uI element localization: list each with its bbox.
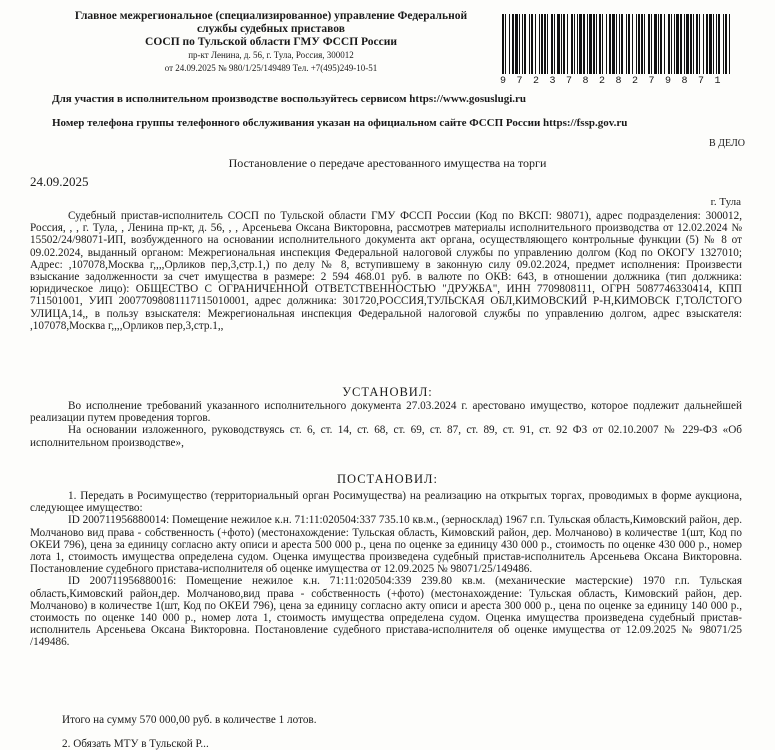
org-name-line1: Главное межрегиональное (специализированное) управление Федеральной: [74, 10, 468, 22]
heading-ustanovil: УСТАНОВИЛ:: [342, 385, 433, 399]
heading-postanovil: ПОСТАНОВИЛ:: [337, 472, 438, 486]
org-name-line2: службы судебных приставов: [197, 23, 345, 35]
ustanovil-section: [30, 400, 742, 449]
phone-notice: Номер телефона группы телефонного обслуживания указан на официальном сайте ФССП России https://fssp.gov.ru: [52, 117, 628, 129]
barcode-image: [500, 14, 735, 74]
point-1: 1. Передать в Росимущество (территориальный орган Росимущества) на реализацию на открытых торгах, проводимых в форме аукциона, следующее имущество:: [30, 490, 742, 515]
intro-paragraph: [30, 210, 742, 332]
document-date: 24.09.2025: [30, 174, 89, 189]
v-delo-mark: В ДЕЛО: [709, 138, 745, 149]
intro-text: Судебный пристав-исполнитель СОСП по Тульской области ГМУ ФССП России (Код по ВКСП: 98071), адрес подразделения: 300012, Россия, , , г. Тула, , Ленина пр-кт, д. 56, , , Арсеньева Оксана Викторовна, рассмотрев материалы исполнительного производства от 12.02.2024 № 15502/24/98071-ИП, возбужденного на основании исполнительного документа акт органа, осуществляющего контрольные функции (5) № 8 от 09.02.2024, выданный органом: Межрегиональная инспекция Федеральной налоговой службы по управлению долгом (Код по ОКОГУ 1327010; Адрес: ,107078,Москва г,,,,Орликов пер,3,стр.1,) по делу № 8, вступившему в законную силу 09.02.2024, предмет исполнения: Произвести взыскание задолженности за счет имущества в размере: 2 594 468.01 руб. в валюте по ОКВ: 643, в отношении должника (тип должника: юридическое лицо): ОБЩЕСТВО С ОГРАНИЧЕННОЙ ОТВЕТСТВЕННОСТЬЮ "ДРУЖБА", ИНН 7709808111, ОГРН 5087746330414, КПП 711501001, УИП 20077098081117115010001, адрес должника: 301720,РОССИЯ,ТУЛЬСКАЯ ОБЛ,КИМОВСКИЙ Р-Н,КИМОВСК Г,ТОЛСТОГО УЛИЦА,14,, в пользу взыскателя: Межрегиональная инспекция Федеральной налоговой службы по управлению долгом, адрес взыскателя: ,107078,Москва г,,,,Орликов пер,3,стр.1,,: [30, 210, 742, 332]
basis-text: На основании изложенного, руководствуясь ст. 6, ст. 14, ст. 68, ст. 69, ст. 87, ст. 89, ст. 91, ст. 92 ФЗ от 02.10.2007 № 229-ФЗ «Об исполнительном производстве»,: [30, 424, 742, 449]
barcode-number: 97237828279871: [500, 76, 732, 87]
total-line: Итого на сумму 570 000,00 руб. в количестве 1 лотов.: [62, 714, 317, 726]
gosuslugi-notice: Для участия в исполнительном производстве воспользуйтесь сервисом https://www.gosuslugi.ru: [52, 93, 527, 105]
issuer-header: [46, 10, 496, 75]
ustanovil-text: Во исполнение требований указанного исполнительного документа 27.03.2024 г. арестовано имущество, которое подлежит дальнейшей реализации путем проведения торгов.: [30, 400, 742, 425]
registration-line: от 24.09.2025 № 980/1/25/149489 Тел. +7(495)249-10-51: [164, 63, 378, 73]
property-item-2: ID 200711956880016: Помещение нежилое к.н. 71:11:020504:339 239.80 кв.м. (механические мастерские) 1970 г.п. Тульская область,Кимовский район,дер. Молчаново,вид права - собственность (+фото) (местонахождение: Тульская область, Кимовский район, дер. Молчаново) в количестве 1(шт, Код по ОКЕИ 796), цена за единицу согласно акту описи и ареста 300 000 р., цена по оценке за единицу 140 000 р., стоимость по оценке 140 000 р., номер лота 1, стоимость имущества определена судом. Оценка имущества произведена судебный пристав-исполнитель Арсеньева Оксана Викторовна. Постановление судебного пристава-исполнителя об оценке имущества от 12.09.2025 № 98071/25 /149486.: [30, 575, 742, 649]
point-2: 2. Обязать МТУ в Тульской Р...: [62, 738, 209, 750]
department-name: СОСП по Тульской области ГМУ ФССП России: [145, 36, 397, 48]
document-title: Постановление о передаче арестованного имущества на торги: [228, 156, 547, 170]
document-city: г. Тула: [710, 196, 741, 208]
postanovil-section: [30, 490, 742, 649]
department-address: пр-кт Ленина, д. 56, г. Тула, Россия, 300012: [188, 50, 354, 60]
barcode-bars: [500, 14, 735, 74]
property-item-1: ID 200711956880014: Помещение нежилое к.н. 71:11:020504:337 735.10 кв.м., (зерносклад) 1967 г.п. Тульская область,Кимовский район, дер. Молчаново вид права - собственность (+фото) (местонахождение: Тульская область, Кимовский район, дер. Молчаново) в количестве 1(шт, Код по ОКЕИ 796), цена за единицу согласно акту описи и ареста 500 000 р., цена по оценке за единицу 430 000 р., стоимость по оценке 430 000 р., номер лота 1, стоимость имущества определена судом. Оценка имущества произведена судебный пристав-исполнитель Арсеньева Оксана Викторовна. Постановление судебного пристава-исполнителя об оценке имущества от 12.09.2025 № 98071/25/149486.: [30, 514, 742, 576]
